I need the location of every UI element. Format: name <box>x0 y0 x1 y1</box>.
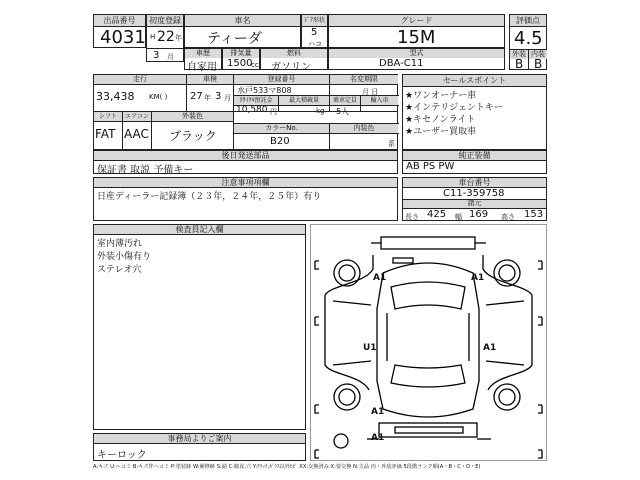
office-label: 事務局よりご案内 <box>94 434 305 444</box>
registration-year-unit: 年 <box>175 34 182 42</box>
inspector-box <box>93 224 306 430</box>
mileage-label: 走行 <box>94 75 186 84</box>
car-name: ティーダ <box>207 31 262 47</box>
inspector-note: 室内薄汚れ <box>97 239 143 249</box>
model-box <box>328 48 505 70</box>
details-box <box>93 74 398 150</box>
doors-label: ﾄﾞｱ形状 <box>302 15 327 27</box>
color-code: B20 <box>270 136 290 147</box>
recycle-unit: 円 <box>270 108 277 116</box>
later-parts-value: 保証書 取説 予備キー <box>97 165 194 176</box>
inspector-label: 検査員記入欄 <box>94 225 305 235</box>
damage-diagram <box>310 224 547 461</box>
displacement-value: 1500 <box>227 58 253 69</box>
ac-value: AAC <box>124 127 149 141</box>
recycle-label: ﾘｻｲｸﾙ預託金 <box>234 96 278 105</box>
car-name-box <box>184 14 301 48</box>
ac-label: エアコン <box>123 112 151 121</box>
selling-point: ★ユーザー買取車 <box>405 127 477 137</box>
chassis-number: C11-359758 <box>443 188 505 199</box>
damage-mark-rear-left: A1 <box>371 407 385 417</box>
inspection-month: 3 <box>215 91 222 102</box>
lot-label: 出品番号 <box>94 15 145 27</box>
lot-box <box>93 14 146 48</box>
registration-label: 登録番号 <box>234 75 329 84</box>
fuel-label: 燃料 <box>261 49 327 58</box>
equipment-label: 純正装備 <box>403 151 546 161</box>
grade-label: グレード <box>329 15 504 27</box>
width-label: 幅 <box>455 213 462 221</box>
inspection-label: 車検 <box>187 75 233 84</box>
era: H <box>150 33 156 41</box>
length-value: 425 <box>427 209 447 220</box>
damage-mark-front-left: A1 <box>373 273 387 283</box>
damage-mark-front-right: A1 <box>471 273 485 283</box>
dimensions-label: 諸元 <box>403 199 546 208</box>
width-value: 169 <box>469 209 489 220</box>
cc-unit: cc <box>251 61 259 69</box>
inspector-note: ステレオ穴 <box>97 265 142 275</box>
use-box <box>184 48 222 73</box>
inspection-year-unit: 年 <box>204 94 211 102</box>
selling-points-box <box>402 74 547 150</box>
change-deadline-label: 名変期限 <box>330 75 398 84</box>
length-label: 長さ <box>405 213 419 221</box>
score-value: 4.5 <box>514 28 543 49</box>
shift-value: FAT <box>95 127 116 141</box>
height-value: 153 <box>524 209 544 220</box>
interior-color-label: 内装色 <box>330 124 398 133</box>
inspector-note: 外装小傷有り <box>97 252 152 262</box>
registration-month-unit: 月 <box>167 53 174 61</box>
inspection-year: 27 <box>190 91 203 102</box>
first-registration-box <box>146 14 184 62</box>
model-value: DBA-C11 <box>379 58 424 69</box>
displacement-label: 排気量 <box>223 49 259 58</box>
equipment-box <box>402 150 547 174</box>
notes-label: 注意事項項欄 <box>94 178 397 188</box>
max-load-unit: kg <box>316 107 325 115</box>
shift-label: シフト <box>94 112 122 121</box>
score-label: 評価点 <box>510 15 546 27</box>
change-deadline-value: 月 日 <box>362 88 379 96</box>
mileage-unit: KM( ) <box>149 93 168 101</box>
damage-mark-rear-center: A1 <box>371 433 385 443</box>
doors-value: 5 <box>311 27 318 38</box>
notes-value: 日産ディーラー記録簿（２３年，２４年，２５年）有り <box>97 192 322 202</box>
max-load-label: 最大積載量 <box>279 96 329 105</box>
damage-mark-right-side: A1 <box>483 343 497 353</box>
color-label: 外装色 <box>152 112 233 121</box>
selling-point: ★ワンオーナー車 <box>405 91 477 101</box>
use-value: 自家用 <box>187 62 217 73</box>
height-label: 高さ <box>501 213 515 221</box>
displacement-box <box>222 48 260 70</box>
model-label: 型式 <box>329 49 504 58</box>
color-code-label: カラーNo. <box>234 124 329 133</box>
later-parts-box <box>93 150 398 174</box>
exterior-color: ブラック <box>169 129 217 143</box>
damage-mark-left-side: U1 <box>363 343 377 353</box>
selling-point: ★キセノンライト <box>405 115 476 125</box>
car-name-label: 車名 <box>185 15 300 27</box>
exterior-grade: B <box>515 57 524 71</box>
doors-box <box>301 14 328 48</box>
office-value: キーロック <box>97 450 147 461</box>
capacity-value: 5人 <box>336 107 350 116</box>
score-box <box>509 14 547 70</box>
grade-value: 15M <box>397 27 436 48</box>
capacity-label: 乗車定員 <box>330 96 360 105</box>
selling-point: ★インテリジェントキー <box>405 103 503 113</box>
first-registration-label: 初度登録 <box>149 16 181 25</box>
inspection-month-unit: 月 <box>224 94 231 102</box>
registration-number: 水戸533マ808 <box>237 86 292 95</box>
registration-month: 3 <box>153 50 160 61</box>
fuel-box <box>260 48 328 73</box>
body-type: ハコ <box>308 40 322 48</box>
equipment-value: AB PS PW <box>406 161 455 172</box>
grade-box <box>328 14 505 48</box>
damage-legend: A:キズ U:ヘコミ B:キズ伴ヘコミ P:塗装跡 W:補修跡 S:錆 C:腐食,穴 Y:ｸﾗｯｸ,ｶﾞﾗｽ以外ﾋﾋﾞ XX:交換済み X:要交換 N:欠品 内・外装評価 5段階ランク順(A・B・C・D・E) <box>93 464 481 470</box>
registration-year: 22 <box>157 29 175 45</box>
later-parts-label: 後日発送部品 <box>94 151 397 161</box>
selling-points-label: セールスポイント <box>403 75 546 87</box>
mileage-value: 33,438 <box>96 90 135 103</box>
office-box <box>93 433 306 461</box>
notes-box <box>93 177 398 221</box>
interior-color-unit: 系 <box>388 140 395 148</box>
import-label: 輸入車 <box>361 96 398 105</box>
chassis-box <box>402 177 547 221</box>
interior-label: 内装 <box>531 50 545 58</box>
lot-number: 4031 <box>100 27 146 48</box>
recycle-value: 10,580 <box>236 105 268 115</box>
exterior-label: 外装 <box>512 50 526 58</box>
interior-grade: B <box>534 57 543 71</box>
car-outline-diagram <box>311 225 546 460</box>
fuel-value: ガソリン <box>271 62 311 73</box>
use-label: 車歴 <box>185 49 221 58</box>
chassis-label: 車台番号 <box>403 178 546 188</box>
